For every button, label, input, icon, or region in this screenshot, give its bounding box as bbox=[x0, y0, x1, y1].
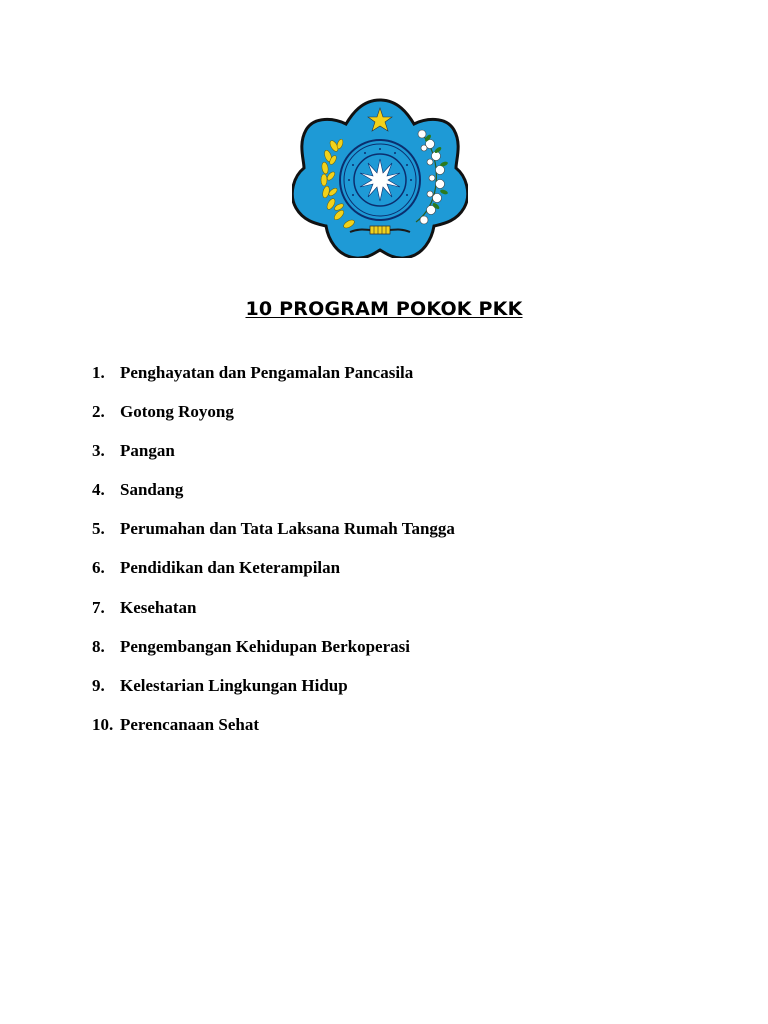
item-text: Penghayatan dan Pengamalan Pancasila bbox=[120, 363, 414, 382]
item-text: Gotong Royong bbox=[120, 402, 234, 422]
item-number: 10. bbox=[92, 714, 114, 734]
item-text: Kelestarian Lingkungan Hidup bbox=[120, 675, 348, 695]
pkk-emblem-icon bbox=[292, 98, 468, 258]
list-item bbox=[92, 675, 455, 714]
program-list bbox=[92, 362, 455, 753]
item-number: 7. bbox=[92, 597, 105, 617]
item-number: 6. bbox=[92, 558, 105, 578]
list-item bbox=[92, 636, 455, 675]
list-item bbox=[92, 362, 455, 401]
item-number: 3. bbox=[92, 441, 105, 461]
item-text: Kesehatan bbox=[120, 597, 197, 617]
list-item bbox=[92, 714, 455, 753]
item-text: Sandang bbox=[120, 480, 184, 500]
list-item bbox=[92, 479, 455, 518]
item-number: 9. bbox=[92, 675, 105, 695]
item-text: Perencanaan Sehat bbox=[120, 714, 259, 734]
item-number: 8. bbox=[92, 636, 105, 656]
item-number: 4. bbox=[92, 480, 105, 500]
page-title: 10 PROGRAM POKOK PKK bbox=[245, 298, 523, 320]
list-item bbox=[92, 557, 455, 596]
item-number: 5. bbox=[92, 519, 105, 539]
item-text: Pendidikan dan Keterampilan bbox=[120, 558, 341, 578]
list-item bbox=[92, 597, 455, 636]
item-text: Pangan bbox=[120, 441, 175, 461]
item-number: 1. bbox=[92, 363, 105, 382]
item-text: Perumahan dan Tata Laksana Rumah Tangga bbox=[120, 519, 455, 539]
item-number: 2. bbox=[92, 402, 105, 422]
list-item bbox=[92, 440, 455, 479]
list-item bbox=[92, 401, 455, 440]
item-text: Pengembangan Kehidupan Berkoperasi bbox=[120, 636, 410, 656]
list-item bbox=[92, 518, 455, 557]
